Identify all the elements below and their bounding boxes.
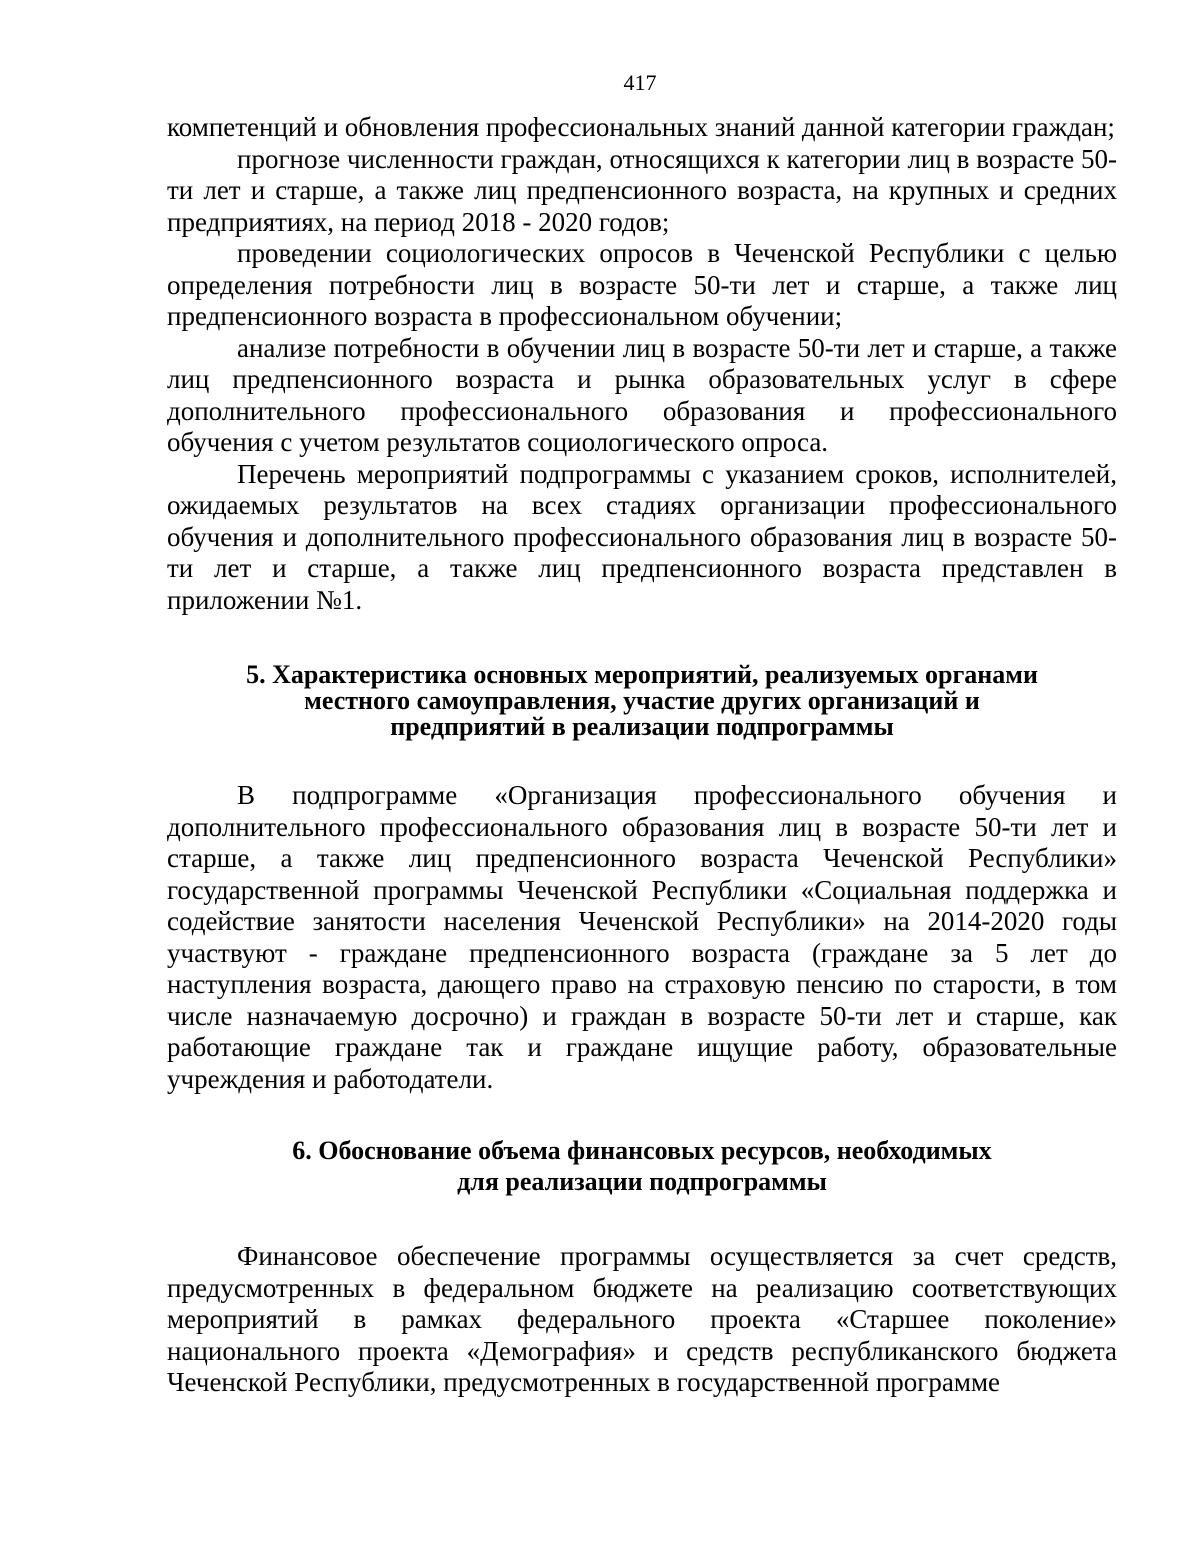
section-5-title-line: местного самоуправления, участие других организаций и — [304, 686, 980, 715]
page-number: 417 — [623, 70, 657, 95]
section-6-paragraph: Финансовое обеспечение программы осуществляется за счет средств, предусмотренных в федеральном бюджете на реализацию соответствующих мероприятий в рамках федерального проекта «Старшее поколение» национального проекта «Демография» и средств республиканского бюджета Чеченской Республики, предусмотренных в государственной программе — [167, 1241, 1117, 1397]
paragraph-surveys: проведении социологических опросов в Чеченской Республики с целью определения потребности лиц в возрасте 50-ти лет и старше, а также лиц предпенсионного возраста в профессиональном обучении; — [167, 238, 1117, 331]
section-5-title — [167, 662, 1117, 740]
paragraph-continuation: компетенций и обновления профессиональных знаний данной категории граждан; — [167, 112, 1115, 142]
section-5-paragraph: В подпрограмме «Организация профессионального обучения и дополнительного профессионального образования лиц в возрасте 50-ти лет и старше, а также лиц предпенсионного возраста Чеченской Республики» государственной программы Чеченской Республики «Социальная поддержка и содействие занятости населения Чеченской Республики» на 2014-2020 годы участвуют - граждане предпенсионного возраста (граждане за 5 лет до наступления возраста, дающего право на страховую пенсию по старости, в том числе назначаемую досрочно) и граждан в возрасте 50-ти лет и старше, как работающие граждане так и граждане ищущие работу, образовательные учреждения и работодатели. — [167, 780, 1117, 1094]
section-5-title-line: предприятий в реализации подпрограммы — [390, 712, 894, 741]
paragraph-measures-list: Перечень мероприятий подпрограммы с указанием сроков, исполнителей, ожидаемых результатов на всех стадиях организации профессионального обучения и дополнительного профессионального образования лиц в возрасте 50-ти лет и старше, а также лиц предпенсионного возраста представлен в приложении №1. — [167, 458, 1117, 615]
section-6-title-line: 6. Обоснование объема финансовых ресурсов, необходимых — [292, 1136, 992, 1165]
section-6-title-line: для реализации подпрограммы — [457, 1167, 827, 1196]
document-body — [167, 112, 1117, 1399]
section-6-title — [167, 1135, 1117, 1197]
paragraph-analysis: анализе потребности в обучении лиц в возрасте 50-ти лет и старше, а также лиц предпенсионного возраста и рынка образовательных услуг в сфере дополнительного профессионального образования и профессионального обучения с учетом результатов социологического опроса. — [167, 332, 1117, 457]
section-5-title-line: 5. Характеристика основных мероприятий, реализуемых органами — [246, 660, 1038, 689]
paragraph-forecast: прогнозе численности граждан, относящихся к категории лиц в возрасте 50-ти лет и старше, а также лиц предпенсионного возраста, на крупных и средних предприятиях, на период 2018 - 2020 годов; — [167, 143, 1117, 237]
